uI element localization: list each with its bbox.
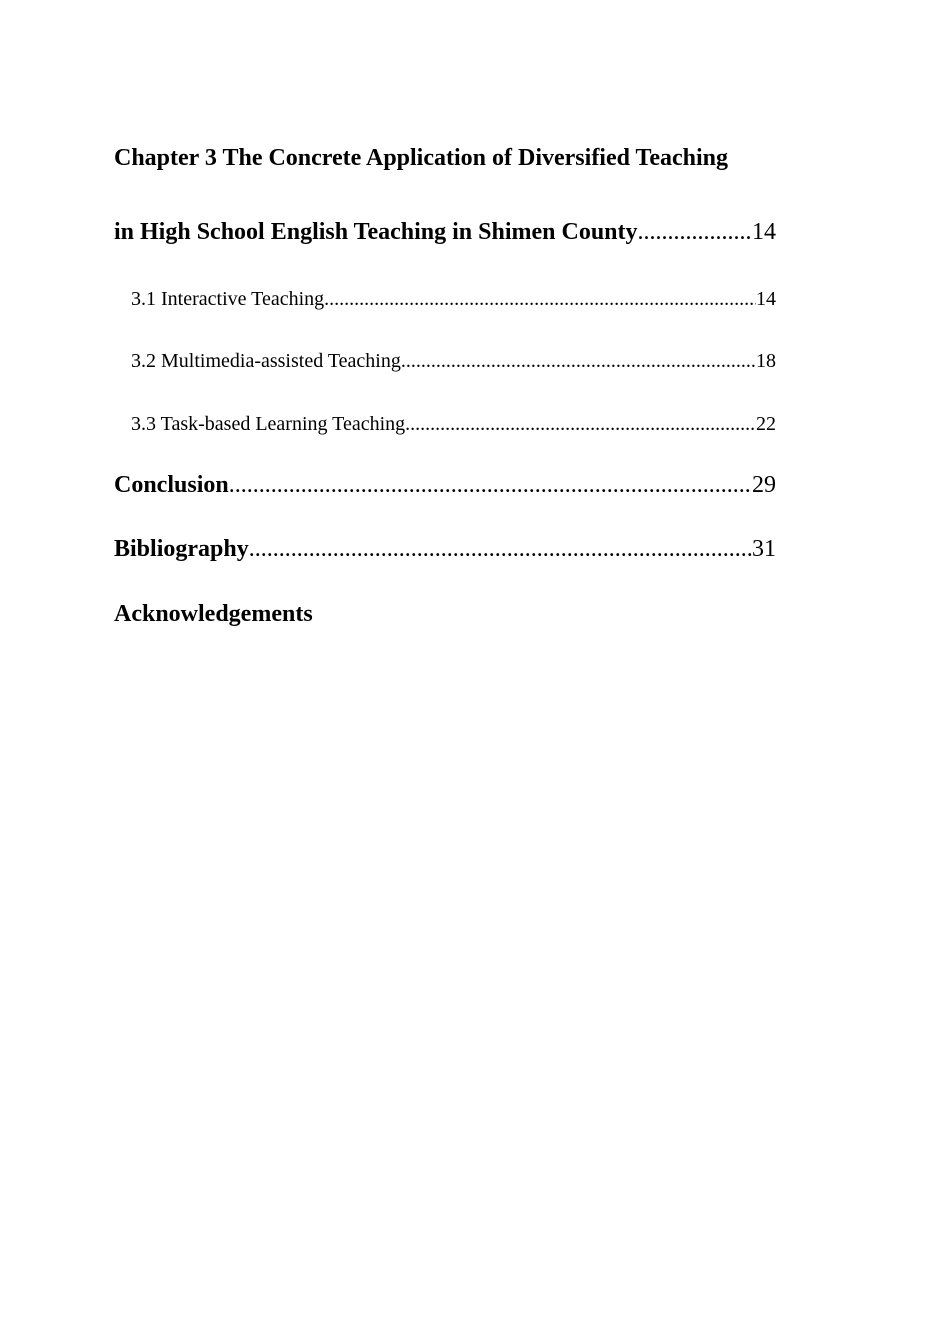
toc-section-label: 3.1 Interactive Teaching [131,288,325,310]
toc-dot-leader [405,413,756,436]
toc-dot-leader [249,536,752,563]
toc-page-number: 31 [752,536,776,562]
toc-section-label: 3.2 Multimedia-assisted Teaching [131,350,401,372]
toc-dot-leader [229,472,752,499]
toc-dot-leader [401,350,756,373]
toc-page-number: 22 [756,413,776,435]
toc-entry-conclusion[interactable] [114,472,776,499]
toc-dot-leader [324,288,756,311]
toc-entry-section-3-3[interactable] [131,413,776,436]
toc-page-number: 18 [756,350,776,372]
toc-dot-leader [638,219,752,246]
toc-chapter3-title-line2: in High School English Teaching in Shimen County [114,219,638,245]
toc-page-number: 14 [752,219,776,245]
toc-entry-section-3-2[interactable] [131,350,776,373]
toc-conclusion-label: Conclusion [114,472,229,498]
toc-page-number: 14 [756,288,776,310]
toc-entry-bibliography[interactable] [114,536,776,563]
toc-page-number: 29 [752,472,776,498]
toc-entry-chapter3[interactable] [114,219,776,246]
toc-section-label: 3.3 Task-based Learning Teaching [131,413,406,435]
toc-entry-section-3-1[interactable] [131,288,776,311]
toc-entry-acknowledgements[interactable]: Acknowledgements [114,601,313,627]
toc-bibliography-label: Bibliography [114,536,249,562]
toc-chapter3-title-line1[interactable]: Chapter 3 The Concrete Application of Diversified Teaching [114,145,729,171]
